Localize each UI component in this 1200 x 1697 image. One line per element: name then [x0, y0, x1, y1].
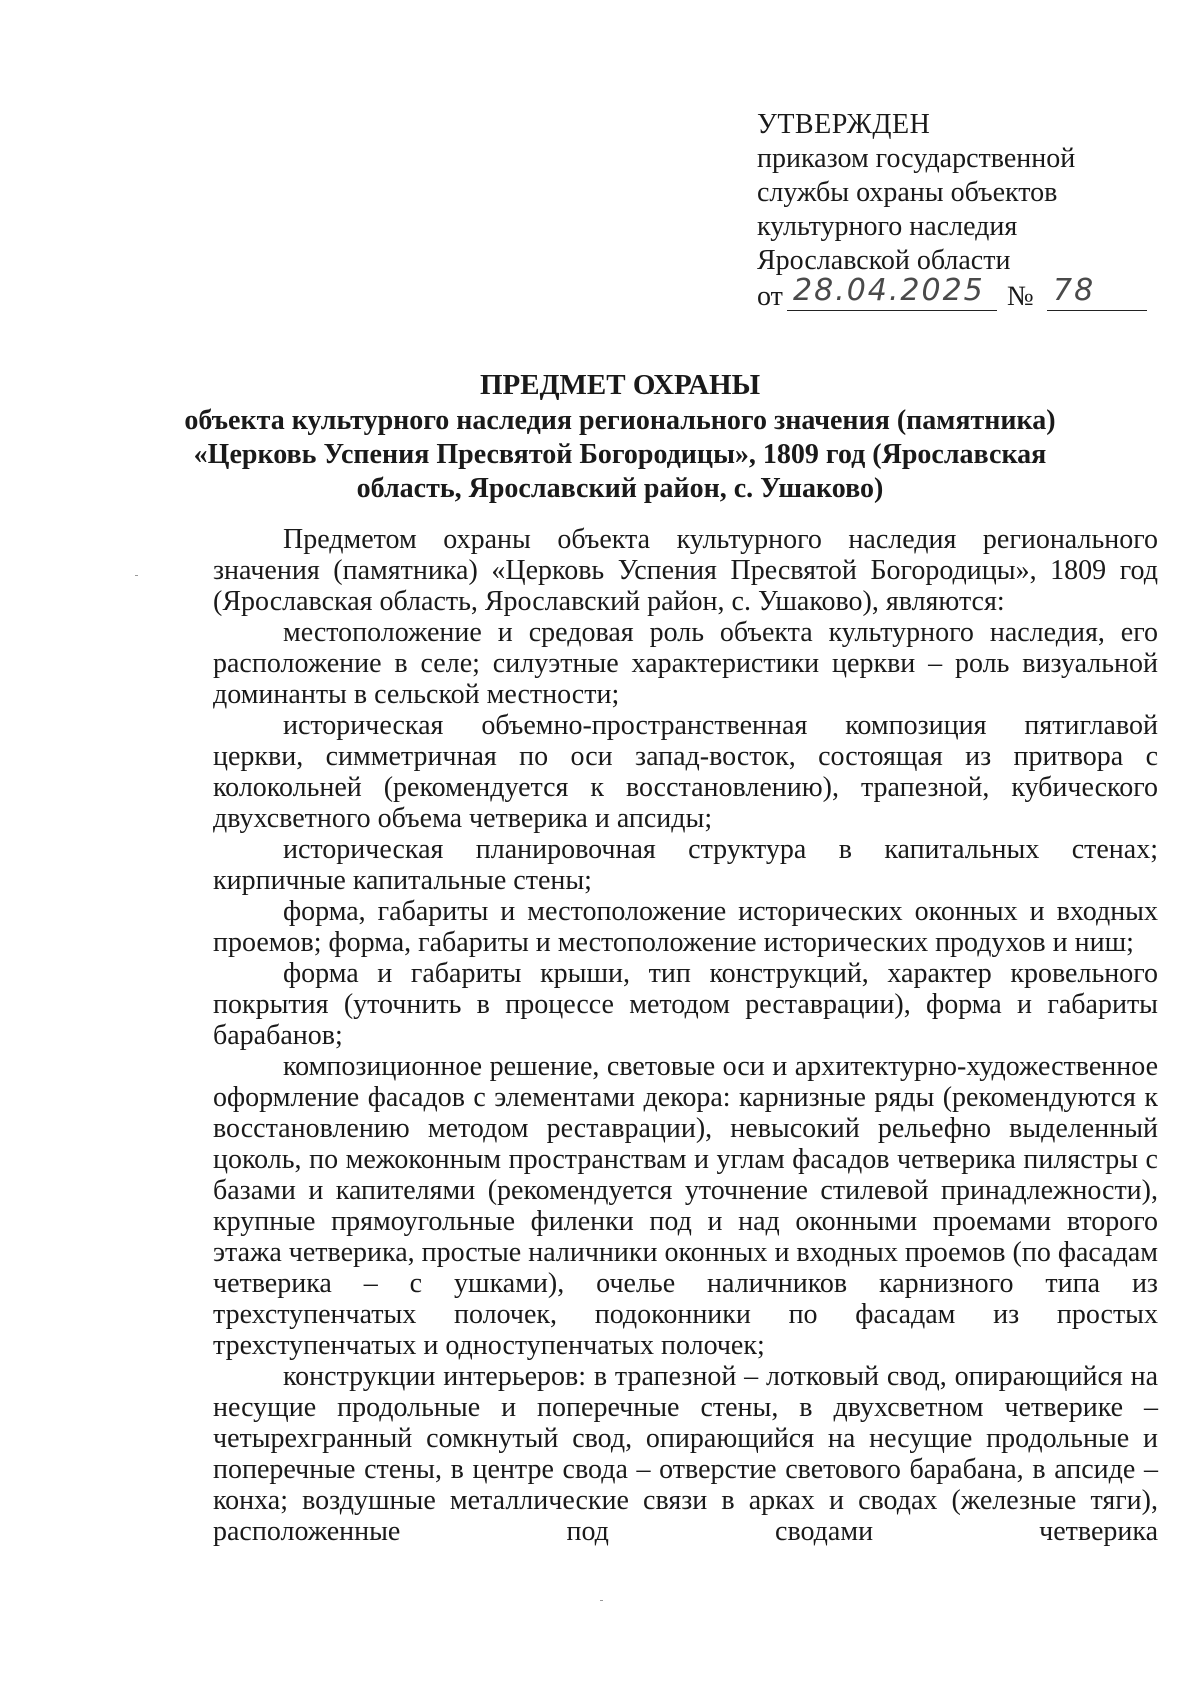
- heading-line-3: область, Ярославский район, с. Ушаково): [356, 473, 884, 504]
- document-title: ПРЕДМЕТ ОХРАНЫ: [479, 369, 761, 401]
- number-label: №: [1007, 281, 1034, 312]
- body-paragraph-interiors: конструкции интерьеров: в трапезной – лотковый свод, опирающийся на несущие продольные и поперечные стены, в двухсветном четверике – четырехгранный сомкнутый свод, опирающийся на несущие продольные и поперечные стены, в центре свода – отверстие светового барабана, в апсиде – конха; воздушные металлические связи в арках и сводах (железные тяги), расположенные под сводами четверика: [213, 1361, 1158, 1547]
- approval-block: [757, 108, 1157, 318]
- approval-line-2: службы охраны объектов: [757, 177, 1058, 208]
- body-paragraph-roof: форма и габариты крыши, тип конструкций, характер кровельного покрытия (уточнить в процессе методом реставрации), форма и габариты барабанов;: [213, 958, 1158, 1051]
- approval-line-4: Ярославской области: [757, 245, 1011, 276]
- approval-line-3: культурного наследия: [757, 211, 1018, 242]
- approved-label: УТВЕРЖДЕН: [757, 109, 931, 140]
- document-body: [213, 524, 1158, 1547]
- handwritten-number: 78: [1053, 273, 1096, 308]
- heading-line-2: «Церковь Успения Пресвятой Богородицы», 1809 год (Ярославская: [193, 439, 1047, 470]
- body-paragraph-location: местоположение и средовая роль объекта культурного наследия, его расположение в селе; силуэтные характеристики церкви – роль визуальной доминанты в сельской местности;: [213, 617, 1158, 710]
- date-prefix: от: [757, 281, 783, 312]
- heading-line-1: объекта культурного наследия регионального значения (памятника): [184, 405, 1056, 436]
- date-field: [787, 273, 997, 311]
- body-paragraph-intro: Предметом охраны объекта культурного наследия регионального значения (памятника) «Церковь Успения Пресвятой Богородицы», 1809 год (Ярославская область, Ярославский район, с. Ушаково), являются:: [213, 524, 1158, 617]
- body-paragraph-facades: композиционное решение, световые оси и архитектурно-художественное оформление фасадов с элементами декора: карнизные ряды (рекомендуются к восстановлению методом реставрации), невысокий рельефно выделенный цоколь, по межоконным пространствам и углам фасадов четверика пилястры с базами и капителями (рекомендуется уточнение стилевой принадлежности), крупные прямоугольные филенки под и над оконными проемами второго этажа четверика, простые наличники оконных и входных проемов (по фасадам четверика – с ушками), очелье наличников карнизного типа из трехступенчатых полочек, подоконники по фасадам из простых трехступенчатых и одноступенчатых полочек;: [213, 1051, 1158, 1361]
- body-paragraph-planning: историческая планировочная структура в капитальных стенах; кирпичные капитальные стены;: [213, 834, 1158, 896]
- handwritten-date: 28.04.2025: [793, 273, 985, 308]
- number-field: [1047, 273, 1147, 311]
- body-paragraph-composition: историческая объемно-пространственная композиция пятиглавой церкви, симметричная по оси запад-восток, состоящая из притвора с колокольней (рекомендуется к восстановлению), трапезной, кубического двухсветного объема четверика и апсиды;: [213, 710, 1158, 834]
- body-paragraph-openings: форма, габариты и местоположение исторических оконных и входных проемов; форма, габариты и местоположение исторических продухов и ниш;: [213, 896, 1158, 958]
- scan-speck: [135, 575, 138, 576]
- approval-line-1: приказом государственной: [757, 143, 1076, 174]
- document-heading: [120, 368, 1120, 506]
- order-date-number-line: [757, 273, 1157, 318]
- scan-speck: [600, 1600, 603, 1601]
